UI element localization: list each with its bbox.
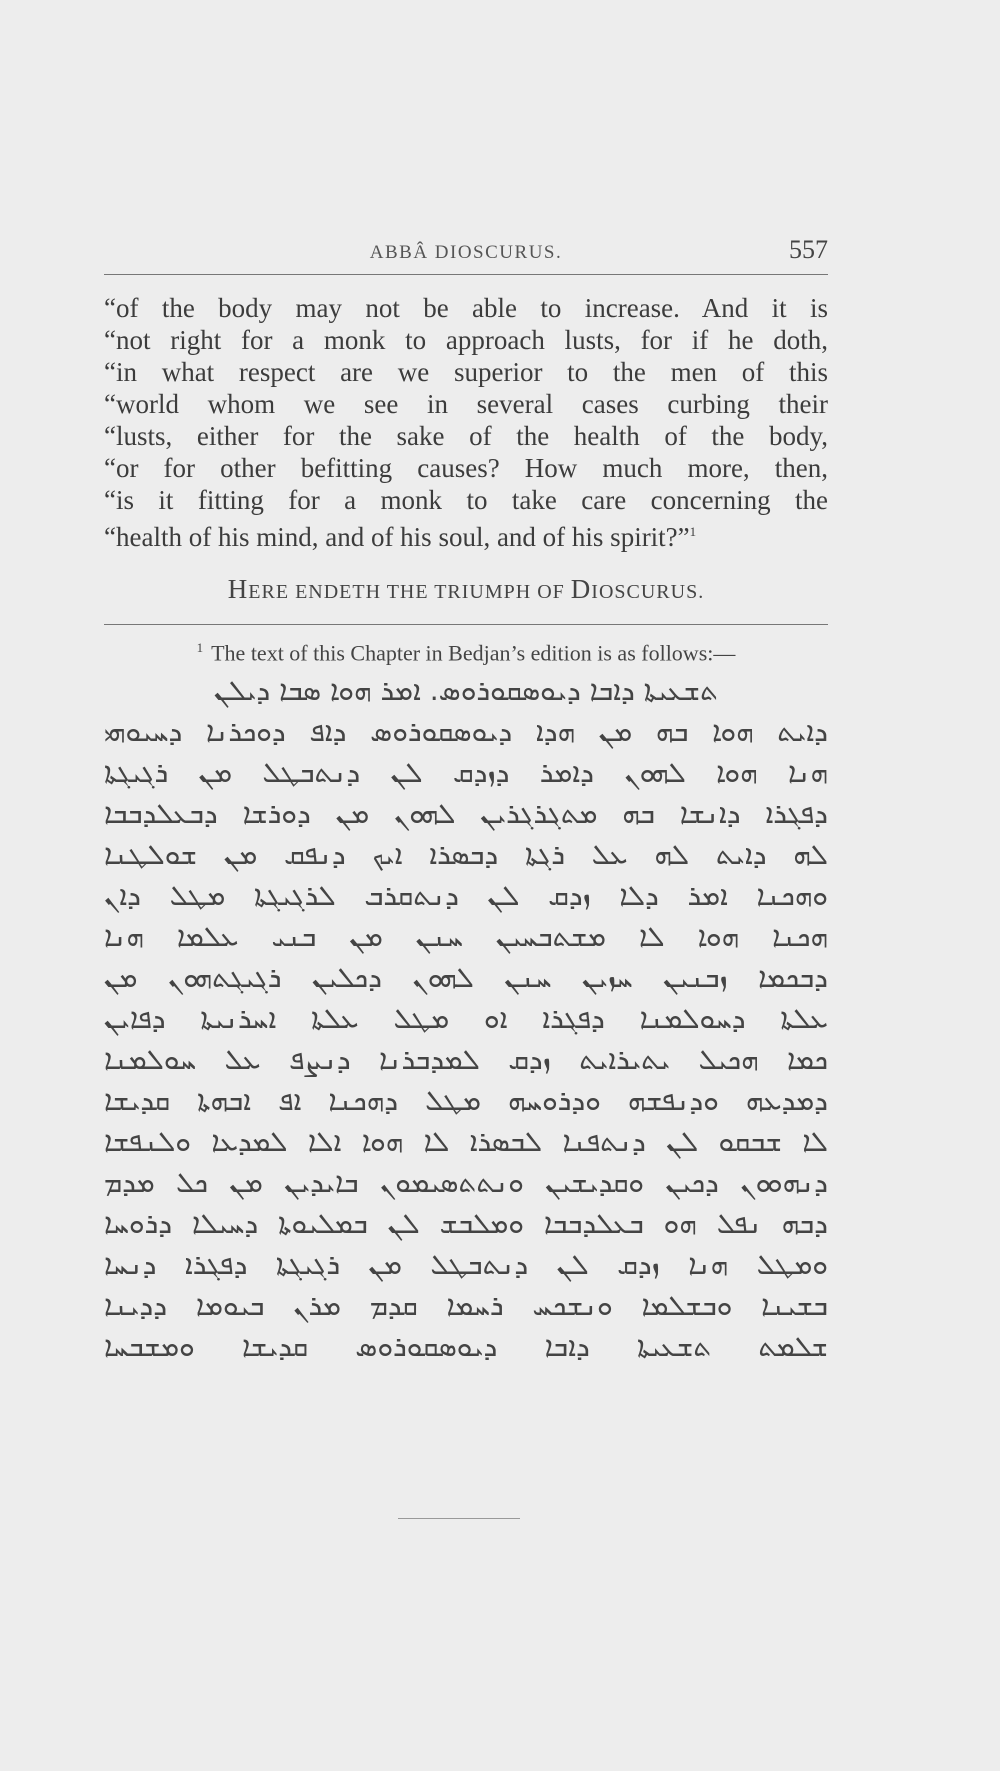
- text-line: “or for other befitting causes? How much more, then,: [104, 453, 828, 483]
- syriac-line: ܕܢܗܘܘܢ ܕܟܝܢ ܘܩܕܝܫܝܢ ܘܢܬܬܣܝܡܘܢ ܒܐܝܕܝܢ ܡܢ ܟܠ ܡܕܡ: [104, 1166, 828, 1199]
- syriac-line: ܕܐܝܬ ܗܘܐ ܒܗ ܡܢ ܗܕܐ ܕܝܘܣܩܘܪܘܣ ܕܐܦ ܕܘܟܪܢܐ ܕܚܝܘܗܝ: [104, 715, 828, 748]
- end-rule: [398, 1518, 520, 1519]
- footnote-reference: 1: [689, 524, 697, 539]
- closing-cap: D: [570, 574, 592, 604]
- syriac-line: ܕܡܕܥܗ ܘܕܢܦܫܗ ܘܕܪܘܚܗ ܡܛܠ ܕܗܟܢܐ ܐܦ ܐܒܗܬܐ ܩܕܝܫܐ: [104, 1084, 828, 1117]
- closing-smallcaps: IOSCURUS.: [591, 581, 705, 603]
- page-header: [104, 232, 828, 272]
- syriac-line: ܕܒܟܡܐ ܙܒܢܝܢ ܚܙܝܢ ܚܢܢ ܠܗܘܢ ܕܟܠܝܢ ܪܓܝܓܬܗܘܢ ܡܢ: [104, 961, 828, 994]
- text-line: “lusts, either for the sake of the health of the body,: [104, 421, 828, 451]
- syriac-line: ܘܡܛܠ ܗܢܐ ܙܕܩ ܠܢ ܕܢܬܒܛܠ ܡܢ ܪܓܝܓܬܐ ܕܦܓܪܐ ܕܢܚܐ: [104, 1248, 828, 1281]
- syriac-line: ܥܠܬܐ ܕܚܘܠܡܢܐ ܕܦܓܪܐ ܐܘ ܡܛܠ ܥܠܬܐ ܐܚܪܢܝܬܐ ܕܦܐܝܢ: [104, 1002, 828, 1035]
- closing-smallcaps: ERE ENDETH THE TRIUMPH OF: [248, 581, 571, 603]
- syriac-line: ܫܠܡܬ ܬܫܥܝܬܐ ܕܐܒܐ ܕܝܘܣܩܘܪܘܣ ܩܕܝܫܐ ܘܡܫܒܚܐ: [104, 1330, 828, 1363]
- footnote-mark: 1: [196, 640, 204, 655]
- syriac-line: ܗܟܢܐ ܗܘܐ ܠܐ ܡܫܬܒܚܝܢ ܚܢܢ ܡܢ ܒܢܝ ܥܠܡܐ ܗܢܐ: [104, 920, 828, 953]
- syriac-line: ܒܫܝܢܐ ܘܒܫܠܡܐ ܘܢܫܟܚ ܪܚܡܐ ܩܕܡ ܡܪܢ ܒܝܘܡܐ ܕܕܝܢܐ: [104, 1289, 828, 1322]
- page-number: 557: [789, 235, 828, 264]
- syriac-line: ܗܢܐ ܗܘܐ ܠܗܘܢ ܕܐܡܪ ܕܙܕܩ ܠܢ ܕܢܬܒܛܠ ܡܢ ܪܓܝܓܬܐ: [104, 756, 828, 789]
- header-rule: [104, 274, 828, 275]
- running-head: ABBÂ DIOSCURUS.: [369, 242, 563, 263]
- text-line-last: [104, 516, 828, 552]
- text-line: “of the body may not be able to increase. And it is: [104, 293, 828, 323]
- chapter-closing: [104, 574, 828, 605]
- syriac-line: ܠܐ ܫܒܩܘ ܠܢ ܕܢܬܦܢܐ ܠܒܣܪܐ ܠܐ ܗܘܐ ܐܠܐ ܠܡܕܥܐ ܘܠܢܦܫܐ: [104, 1125, 828, 1158]
- syriac-line: ܠܗ ܕܐܝܬ ܠܗ ܥܠ ܪܓܬܐ ܕܒܣܪܐ ܐܝܟ ܕܢܦܩ ܡܢ ܫܘܠܛܢܐ: [104, 838, 828, 871]
- body-text: [104, 292, 828, 552]
- syriac-line: ܟܡܐ ܗܟܝܠ ܝܬܝܪܐܝܬ ܙܕܩ ܠܡܕܒܪܢܐ ܕܢܨܦ ܥܠ ܚܘܠܡܢܐ: [104, 1043, 828, 1076]
- text-line: “in what respect are we superior to the men of this: [104, 357, 828, 387]
- syriac-line: ܘܗܟܢܐ ܐܡܪ ܕܠܐ ܙܕܩ ܠܢ ܕܢܬܩܪܒ ܠܪܓܝܓܬܐ ܡܛܠ ܕܐܢ: [104, 879, 828, 912]
- text-line: “is it fitting for a monk to take care concerning the: [104, 485, 828, 515]
- footnote-text: The text of this Chapter in Bedjan’s edition is as follows:—: [211, 640, 736, 666]
- syriac-text-block: [104, 670, 828, 1367]
- footnote-rule: [104, 624, 828, 625]
- syriac-line: ܕܒܗ ܢܦܠ ܗܘ ܒܥܠܕܒܒܐ ܘܡܠܒܫ ܠܢ ܒܡܠܝܘܬܐ ܕܚܝܠܐ ܕܪܘܚܐ: [104, 1207, 828, 1240]
- syriac-line: ܬܫܥܝܬܐ ܕܐܒܐ ܕܝܘܣܩܘܪܘܣ. ܐܡܪ ܗܘܐ ܣܒܐ ܕܝܠܢ: [214, 674, 718, 707]
- footnote: [104, 640, 828, 666]
- syriac-line: ܕܦܓܪܐ ܕܐܢܫܐ ܒܗ ܡܬܓܪܓܪܝܢ ܠܗܘܢ ܡܢ ܕܘܪܫܐ ܕܒܥܠܕܒܒܐ: [104, 797, 828, 830]
- text-line: “world whom we see in several cases curbing their: [104, 389, 828, 419]
- closing-cap: H: [227, 574, 249, 604]
- text-line: “not right for a monk to approach lusts, for if he doth,: [104, 325, 828, 355]
- text-line: “health of his mind, and of his soul, and of his spirit?”: [104, 522, 690, 552]
